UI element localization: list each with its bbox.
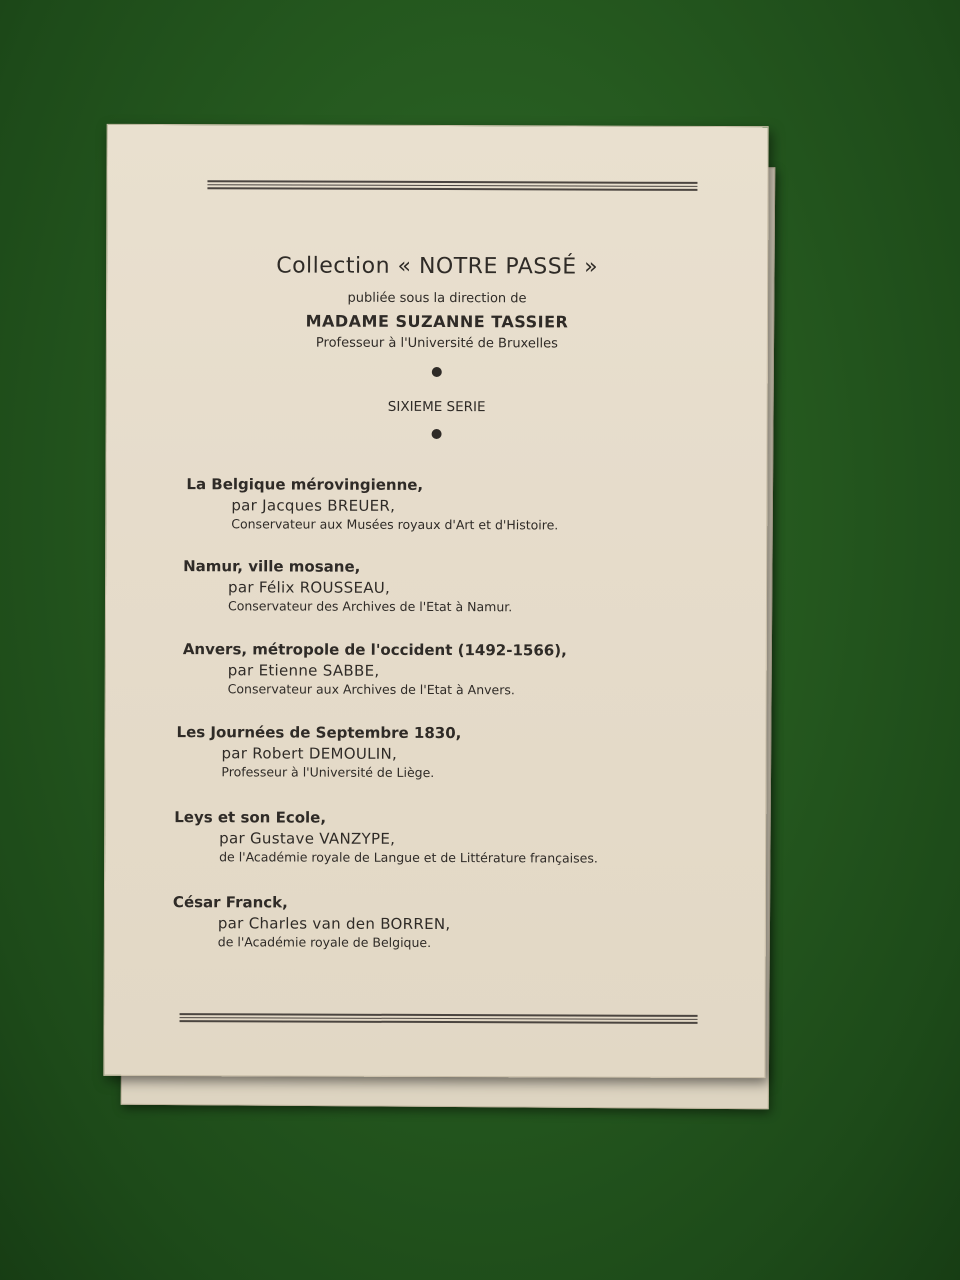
collection-title: Collection « NOTRE PASSÉ »	[276, 253, 599, 280]
bottom-ornamental-rule	[180, 1013, 698, 1025]
list-item	[183, 640, 743, 698]
list-item	[186, 475, 746, 533]
book-title: Namur, ville mosane,	[183, 557, 361, 576]
book-author: par Etienne SABBE,	[227, 661, 380, 680]
book-author: par Robert DEMOULIN,	[221, 744, 398, 763]
book-title: Leys et son Ecole,	[174, 808, 327, 827]
author-role: de l'Académie royale de Belgique.	[217, 934, 432, 950]
author-role: Conservateur des Archives de l'Etat à Namur.	[227, 598, 513, 615]
list-item	[174, 808, 734, 866]
book-author: par Jacques BREUER,	[231, 496, 396, 515]
book-title: Les Journées de Septembre 1830,	[176, 723, 462, 743]
collection-subtitle: publiée sous la direction de	[347, 290, 527, 307]
book-back-cover	[103, 124, 768, 1078]
author-role: Conservateur aux Musées royaux d'Art et d'Histoire.	[231, 516, 559, 533]
list-item	[173, 893, 733, 951]
book-title: La Belgique mérovingienne,	[186, 475, 424, 494]
bullet-icon	[432, 367, 442, 377]
director-name: MADAME SUZANNE TASSIER	[305, 311, 569, 332]
author-role: Professeur à l'Université de Liège.	[221, 764, 435, 780]
book-author: par Charles van den BORREN,	[217, 914, 451, 934]
list-item	[176, 723, 736, 781]
book-author: par Gustave VANZYPE,	[219, 829, 396, 848]
author-role: de l'Académie royale de Langue et de Littérature françaises.	[219, 849, 598, 866]
author-role: Conservateur aux Archives de l'Etat à Anvers.	[227, 681, 515, 698]
cover-header	[107, 253, 768, 440]
bullet-icon	[432, 429, 442, 439]
list-item	[183, 557, 743, 615]
book-title: Anvers, métropole de l'occident (1492-1566),	[182, 640, 567, 660]
top-ornamental-rule	[207, 180, 697, 192]
book-author: par Félix ROUSSEAU,	[228, 578, 391, 597]
series-label: SIXIEME SERIE	[387, 398, 486, 416]
book-list	[172, 475, 746, 950]
book-title: César Franck,	[172, 893, 288, 912]
director-position: Professeur à l'Université de Bruxelles	[315, 335, 558, 352]
